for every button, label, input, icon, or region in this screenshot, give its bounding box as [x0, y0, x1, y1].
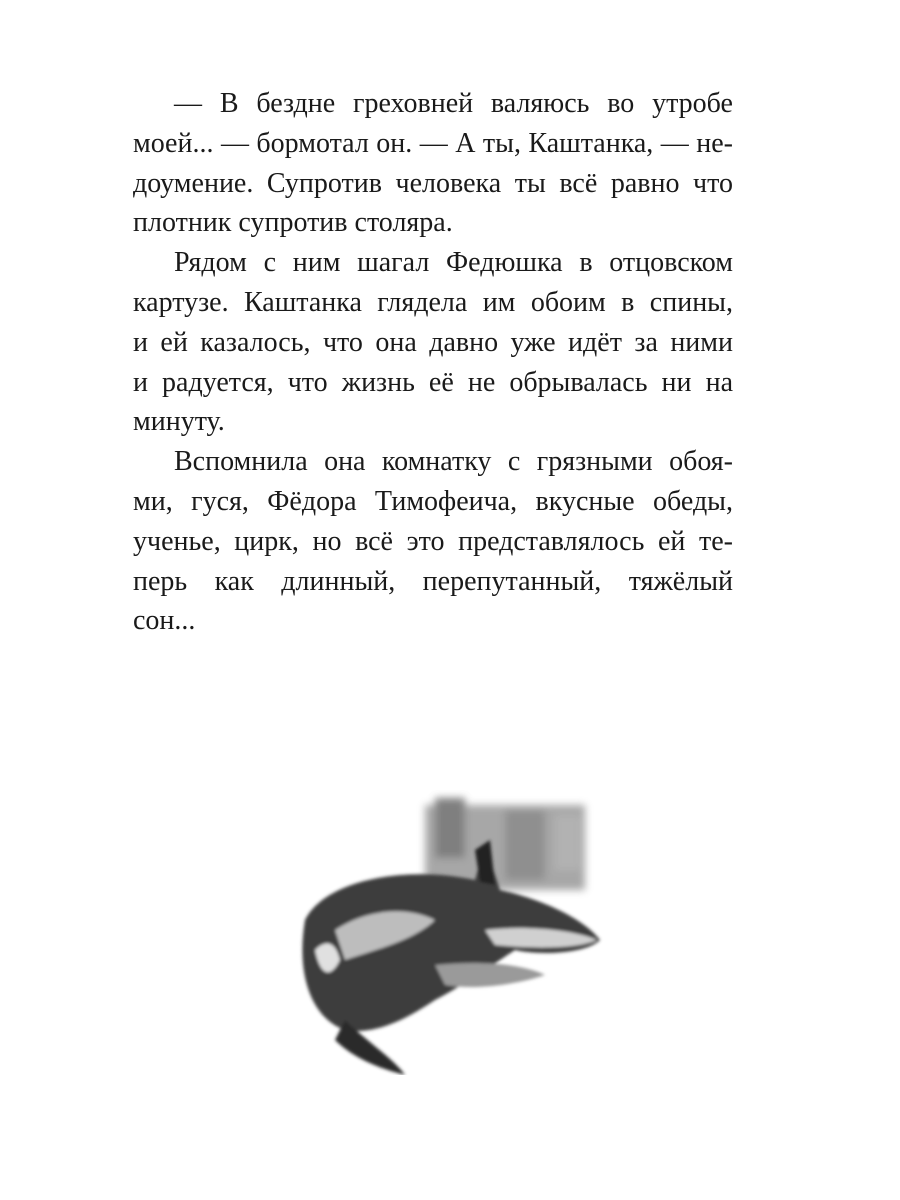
paragraph-1 [133, 84, 733, 243]
text-line: сон... [133, 605, 196, 637]
text-line: минуту. [133, 406, 225, 438]
text-line: плотник супротив столяра. [133, 207, 453, 239]
text-line: и ей казалось, что она давно уже идёт за ними [133, 326, 733, 358]
body-text [133, 84, 733, 641]
text-line: картузе. Каштанка глядела им обоим в спины, [133, 286, 733, 318]
text-line: доумение. Супротив человека ты всё равно что [133, 167, 733, 199]
sleeping-dog-illustration [285, 790, 615, 1075]
text-line: перь как длинный, перепутанный, тяжёлый [133, 565, 733, 597]
text-line: моей... — бормотал он. — А ты, Каштанка, — не- [133, 127, 733, 159]
text-line: — В бездне греховней валяюсь во утробе [174, 88, 733, 119]
text-line: Рядом с ним шагал Федюшка в отцовском [174, 247, 733, 279]
text-line: ученье, цирк, но всё это представлялось ей те- [133, 525, 733, 557]
paragraph-2 [133, 243, 733, 442]
text-line: Вспомнила она комнатку с грязными обоя- [174, 446, 733, 478]
paragraph-3 [133, 442, 733, 641]
text-line: и радуется, что жизнь её не обрывалась ни на [133, 366, 733, 398]
text-line: ми, гуся, Фёдора Тимофеича, вкусные обеды, [133, 485, 733, 517]
